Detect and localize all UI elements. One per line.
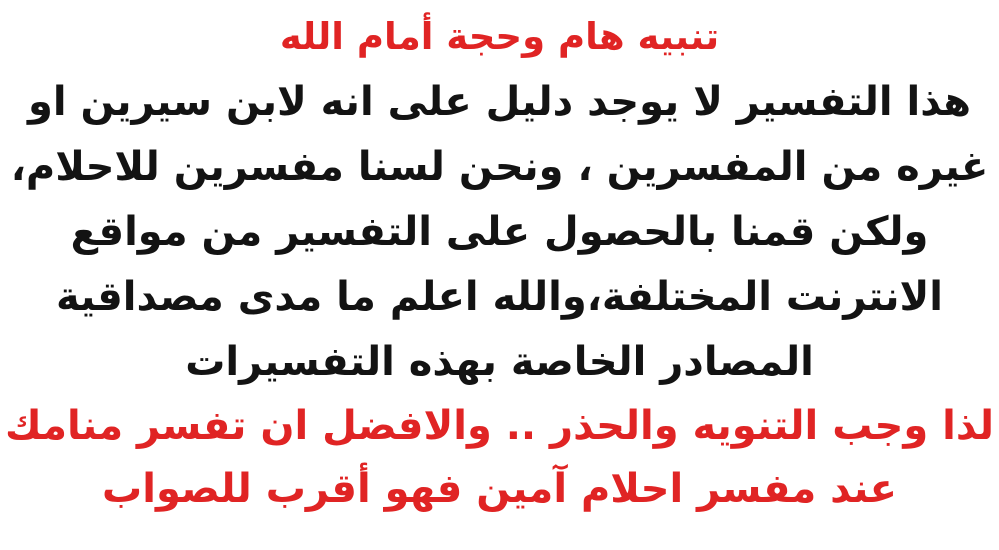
disclaimer-line-3: ولكن قمنا بالحصول على التفسير من مواقع <box>70 209 929 255</box>
disclaimer-line-1: هذا التفسير لا يوجد دليل على انه لابن سيرين او <box>27 79 972 125</box>
notice-title: تنبيه هام وحجة أمام الله <box>279 15 720 58</box>
warning-line-1: لذا وجب التنويه والحذر .. والافضل ان تفسر منامك <box>4 403 994 449</box>
disclaimer-line-4: الانترنت المختلفة،والله اعلم ما مدى مصداقية <box>56 274 943 320</box>
disclaimer-line-5: المصادر الخاصة بهذه التفسيرات <box>185 339 814 385</box>
disclaimer-line-2: غيره من المفسرين ، ونحن لسنا مفسرين للاحلام، <box>10 144 989 190</box>
warning-line-2: عند مفسر احلام آمين فهو أقرب للصواب <box>102 466 897 512</box>
